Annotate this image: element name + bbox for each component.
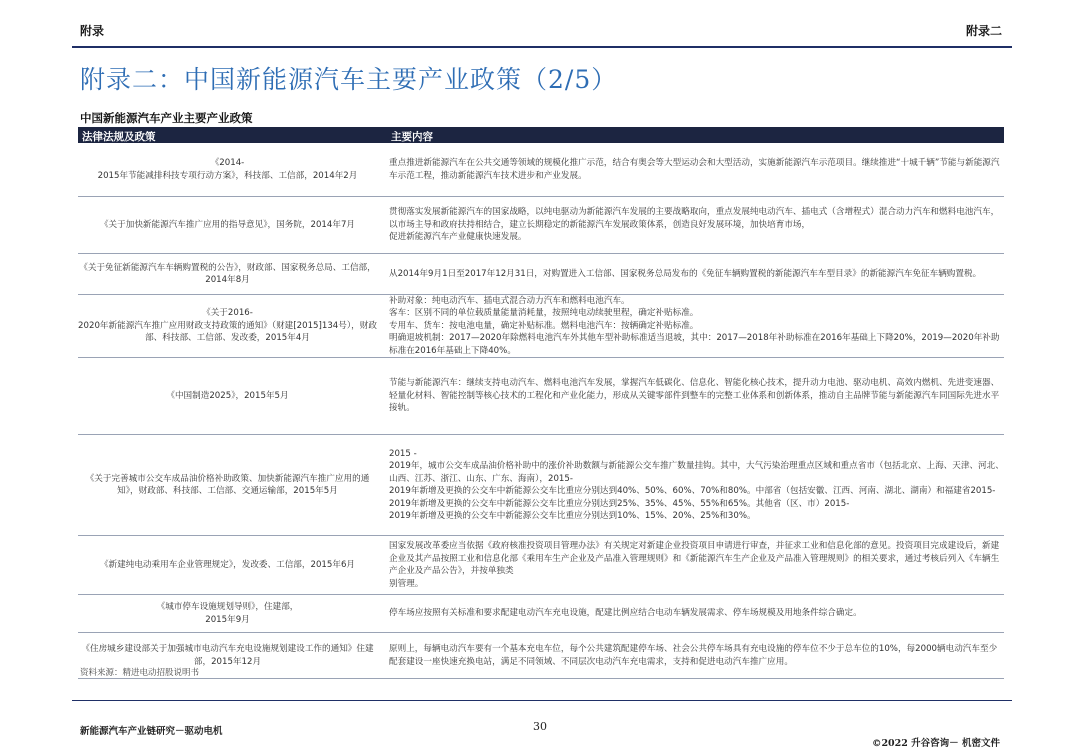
law-cell: 《关于免征新能源汽车车辆购置税的公告》，财政部、国家税务总局、工信部，2014年8月	[79, 262, 376, 285]
top-header	[0, 0, 1080, 48]
content-cell: 贯彻落实发展新能源汽车的国家战略，以纯电驱动为新能源汽车发展的主要战略取向，重点发展纯电动汽车、插电式（含增程式）混合动力汽车和燃料电池汽车，以市场主导和政府扶持相结合，建立长期稳定的新能源汽车发展政策体系，创造良好发展环境，加快培育市场， 促进新能源汽车产业健康快速发展。	[389, 207, 1000, 243]
law-cell: 《关于完善城市公交车成品油价格补助政策、加快新能源汽车推广应用的通知》，财政部、科技部、工信部、交通运输部，2015年5月	[85, 473, 370, 496]
table-row	[78, 633, 1004, 679]
section-label-left: 附录	[80, 24, 105, 38]
table-row	[78, 254, 1004, 295]
column-header-law: 法律法规及政策	[82, 131, 156, 143]
law-cell: 《城市停车设施规划导则》，住建部， 2015年9月	[156, 602, 299, 625]
policy-table	[78, 127, 1004, 679]
table-title: 中国新能源汽车产业主要产业政策	[80, 111, 253, 125]
law-cell: 《关于2016- 2020年新能源汽车推广应用财政支持政策的通知》（财建[2015]134号），财政部、科技部、工信部、发改委，2015年4月	[78, 308, 377, 344]
footer-copyright: ©2022 升谷咨询－ 机密文件	[871, 738, 1000, 749]
law-cell: 《2014- 2015年节能减排科技专项行动方案》，科技部、工信部，2014年2月	[97, 158, 358, 181]
law-cell: 《中国制造2025》，2015年5月	[166, 390, 289, 401]
content-cell: 停车场应按照有关标准和要求配建电动汽车充电设施，配建比例应结合电动车辆发展需求、停车场规模及用地条件综合确定。	[389, 608, 862, 619]
table-row	[78, 295, 1004, 358]
law-cell: 《关于加快新能源汽车推广应用的指导意见》，国务院，2014年7月	[99, 219, 356, 230]
content-cell: 2015 - 2019年，城市公交车成品油价格补助中的涨价补助数额与新能源公交车推广数量挂钩。其中，大气污染治理重点区域和重点省市（包括北京、上海、天津、河北、山西、江苏、浙江、山东、广东、海南），2015- 2019年新增及更换的公交车中新能源公交车比重应分别达到40%、50%、60%、70%和80%。中部省（包括安徽、江西、河南、湖北、湖南）和福建省2015-2019年新增及更换的公交车中新能源公交车比重应分别达到25%、35%、45%、55%和65%。其他省（区、市）2015- 2019年新增及更换的公交车中新能源公交车比重应分别达到10%、15%、20%、25%和30%。	[389, 448, 1004, 521]
source-note: 资料来源：精进电动招股说明书	[80, 668, 200, 678]
table-row	[78, 595, 1004, 633]
table-row	[78, 536, 1004, 595]
content-cell: 从2014年9月1日至2017年12月31日，对购置进入工信部、国家税务总局发布的《免征车辆购置税的新能源汽车车型目录》的新能源汽车免征车辆购置税。	[389, 268, 982, 279]
page-number: 30	[533, 720, 547, 733]
content-cell: 节能与新能源汽车：继续支持电动汽车、燃料电池汽车发展，掌握汽车低碳化、信息化、智能化核心技术，提升动力电池、驱动电机、高效内燃机、先进变速器、轻量化材料、智能控制等核心技术的工程化和产业化能力，形成从关键零部件到整车的完整工业体系和创新体系，推动自主品牌节能与新能源汽车同国际先进水平接轨。	[389, 378, 1000, 414]
section-label-right: 附录二	[965, 24, 1002, 38]
content-cell: 国家发展改革委应当依据《政府核准投资项目管理办法》有关规定对新建企业投资项目申请进行审查，并征求工业和信息化部的意见。投资项目完成建设后，新建企业及其产品按照工业和信息化部《乘用车生产企业及产品准入管理规则》和《新能源汽车生产企业及产品准入管理规则》的相关要求，通过考核后列入《车辆生产企业及产品公告》，并按单独类 别管理。	[389, 541, 1000, 589]
table-row	[78, 197, 1004, 254]
content-cell: 原则上，每辆电动汽车要有一个基本充电车位，每个公共建筑配建停车场、社会公共停车场具有充电设施的停车位不少于总车位的10%，每2000辆电动汽车至少配套建设一座快速充换电站，满足不同领域、不同层次电动汽车充电需求，支持和促进电动汽车推广应用。	[389, 644, 998, 667]
table-header	[78, 127, 1004, 143]
header-divider	[72, 46, 1012, 48]
footer-divider	[72, 700, 1012, 701]
table-row	[78, 358, 1004, 435]
page-title: 附录二：中国新能源汽车主要产业政策（2/5）	[80, 65, 618, 94]
law-cell: 《新建纯电动乘用车企业管理规定》，发改委、工信部，2015年6月	[99, 559, 356, 570]
table-row	[78, 435, 1004, 536]
law-cell: 《住房城乡建设部关于加强城市电动汽车充电设施规划建设工作的通知》住建部，2015年12月	[81, 644, 374, 667]
footer-report-title: 新能源汽车产业链研究－驱动电机	[80, 726, 223, 737]
table-row	[78, 143, 1004, 197]
column-header-content: 主要内容	[391, 131, 433, 143]
content-cell: 补助对象：纯电动汽车、插电式混合动力汽车和燃料电池汽车。 客车：区别不同的单位载质量能量消耗量，按照纯电动续驶里程，确定补贴标准。 专用车、货车：按电池电量，确定补贴标准。燃料电池汽车：按辆确定补贴标准。 明确退坡机制：2017—2020年除燃料电池汽车外其他车型补助标准适当退坡，其中：2017—2018年补助标准在2016年基础上下降20%，2019—2020年补助标准在2016年基础上下降40%。	[389, 295, 1000, 356]
content-cell: 重点推进新能源汽车在公共交通等领域的规模化推广示范，结合有奥会等大型运动会和大型活动，实施新能源汽车示范项目。继续推进“十城千辆”节能与新能源汽 车示范工程，推动新能源汽车技术进步和产业发展。	[389, 158, 1000, 181]
